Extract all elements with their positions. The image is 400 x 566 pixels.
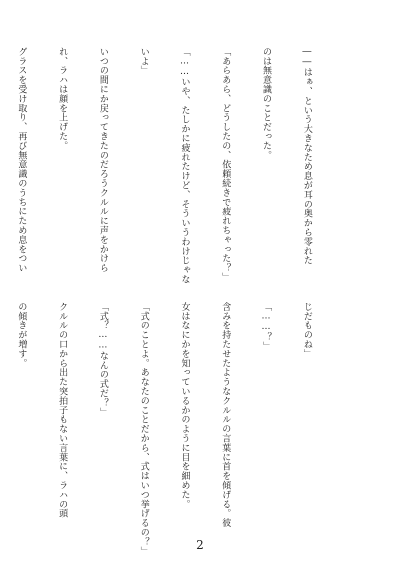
page-number: 2 [196, 538, 204, 552]
text-line: 「あらあら、どうしたの、依頼続きで疲れちゃった？」 [220, 47, 231, 282]
lower-text-block [16, 302, 340, 556]
text-line: 女はなにかを知っているかのように目を細めた。 [179, 302, 190, 509]
text-line: グラスを受け取り、再び無意識のうちにため息をつい [16, 47, 27, 273]
text-line: 「……？」 [261, 302, 272, 351]
text-line: 「……いや、たしかに疲れたけど、そういうわけじゃな [179, 47, 190, 284]
text-line: のは無意識のことだった。 [261, 47, 272, 160]
text-line: いよ」 [138, 47, 149, 76]
text-line: じだものね」 [301, 302, 312, 359]
text-line: 含みを持たせたようなクルルの言葉に首を傾げる。彼 [220, 302, 231, 528]
text-line: の傾きが増す。 [16, 302, 27, 368]
text-line: れ、ラハは顔を上げた。 [57, 47, 68, 151]
text-line: 「式？……なんの式だ？」 [97, 302, 108, 417]
text-line: クルルの口から出た突拍子もない言葉に、ラハの頭 [57, 302, 68, 519]
text-line: 「式のことよ。あなたのことだから、式はいつ挙げるの？」 [138, 302, 149, 556]
upper-text-block [16, 47, 340, 284]
text-line: いつの間にか戻ってきたのだろうクルルに声をかけら [97, 47, 108, 273]
text-line: ――はぁ、という大きなため息が耳の奥から零れた [301, 47, 312, 266]
